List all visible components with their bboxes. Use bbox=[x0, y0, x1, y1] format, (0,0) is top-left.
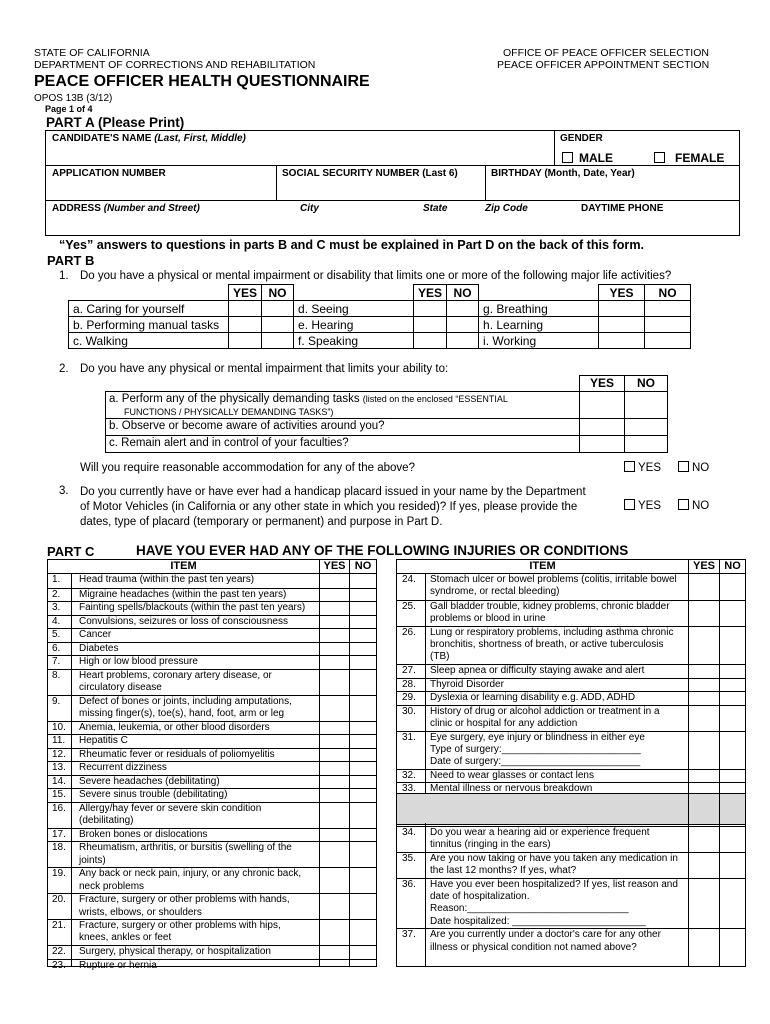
row-text: Hepatitis C bbox=[79, 735, 128, 747]
table-row bbox=[48, 601, 376, 616]
accommodation-no-checkbox[interactable] bbox=[678, 461, 689, 472]
part-c-left-table bbox=[47, 559, 377, 971]
row-number: 37. bbox=[402, 929, 416, 941]
row-text: High or low blood pressure bbox=[79, 656, 198, 668]
q1-yes-cell[interactable] bbox=[229, 301, 262, 317]
table-row bbox=[48, 893, 376, 920]
q1-yes-cell[interactable] bbox=[414, 301, 447, 317]
row-text: Thyroid Disorder bbox=[430, 678, 504, 690]
q1-item: b. Performing manual tasks bbox=[69, 317, 229, 333]
row-text: Diabetes bbox=[79, 642, 119, 654]
row-number: 27. bbox=[402, 665, 416, 677]
table-row bbox=[48, 695, 376, 722]
part-b-title: PART B bbox=[47, 253, 95, 268]
table-row bbox=[397, 574, 745, 600]
row-number: 24. bbox=[402, 574, 416, 585]
application-number-field[interactable] bbox=[46, 180, 274, 198]
row-number: 26. bbox=[402, 626, 416, 638]
row-number: 29. bbox=[402, 692, 416, 704]
q1-no-cell[interactable] bbox=[262, 333, 294, 349]
q1-yes-cell[interactable] bbox=[599, 333, 645, 349]
q3-number: 3. bbox=[59, 485, 69, 497]
row-text: Reason:_____________________________ bbox=[430, 903, 629, 915]
row-text: Broken bones or dislocations bbox=[79, 828, 208, 840]
left-rows-container bbox=[47, 573, 377, 971]
row-number: 10. bbox=[52, 721, 66, 733]
q1-yes-cell[interactable] bbox=[414, 333, 447, 349]
row-number: 4. bbox=[52, 615, 61, 627]
table-row bbox=[397, 626, 745, 665]
q2c-yes-cell[interactable] bbox=[579, 435, 625, 453]
table-row bbox=[48, 669, 376, 696]
row-number: 35. bbox=[402, 852, 416, 864]
row-text: Need to wear glasses or contact lens bbox=[430, 769, 594, 781]
shaded-separator bbox=[397, 793, 745, 825]
q1-no-cell[interactable] bbox=[447, 333, 479, 349]
part-a-title: PART A (Please Print) bbox=[46, 115, 185, 130]
row-number: 33. bbox=[402, 783, 416, 795]
table-row bbox=[397, 600, 745, 627]
q2a-text: a. Perform any of the physically demanding tasks bbox=[109, 393, 360, 405]
q1-item: c. Walking bbox=[69, 333, 229, 349]
q1-yes-cell[interactable] bbox=[229, 317, 262, 333]
row-text: syndrome, or rectal bleeding) bbox=[430, 586, 560, 598]
zip-label: Zip Code bbox=[485, 203, 528, 214]
ssn-field[interactable] bbox=[277, 180, 482, 198]
table-row bbox=[397, 826, 745, 853]
row-number: 3. bbox=[52, 602, 61, 614]
q3-text-1: Do you currently have or have ever had a handicap placard issued in your name by the Department bbox=[80, 486, 586, 498]
q2a-cell bbox=[105, 391, 580, 419]
q1-no-header: NO bbox=[262, 285, 294, 301]
item-header: ITEM bbox=[396, 559, 689, 574]
row-number: 30. bbox=[402, 705, 416, 717]
row-text: Date hospitalized: ________________________ bbox=[430, 915, 646, 927]
agency-department: DEPARTMENT OF CORRECTIONS AND REHABILITATION bbox=[34, 59, 316, 71]
row-text: tinnitus (ringing in the ears) bbox=[430, 839, 551, 851]
q1-no-cell[interactable] bbox=[262, 301, 294, 317]
q1-yes-cell[interactable] bbox=[599, 317, 645, 333]
row-number: 20. bbox=[52, 894, 66, 906]
row-number: 8. bbox=[52, 669, 61, 681]
row-text: Are you currently under a doctor's care for any other bbox=[430, 929, 661, 941]
row-text: wrists, elbows, or shoulders bbox=[79, 906, 202, 918]
q2-no-header: NO bbox=[624, 375, 668, 392]
q1-yes-header: YES bbox=[229, 285, 262, 301]
row-text: (TB) bbox=[430, 651, 450, 663]
male-checkbox[interactable] bbox=[562, 152, 573, 163]
row-text: problems or blood in urine bbox=[430, 613, 546, 625]
row-text: Severe headaches (debilitating) bbox=[79, 775, 220, 787]
q2c-cell bbox=[105, 435, 580, 453]
row-text: (debilitating) bbox=[79, 815, 134, 827]
q1-no-cell[interactable] bbox=[447, 301, 479, 317]
row-text: the last 12 months? If yes, what? bbox=[430, 865, 577, 877]
table-row bbox=[48, 748, 376, 763]
row-text: Dyslexia or learning disability e.g. ADD, ADHD bbox=[430, 692, 636, 704]
candidate-name-field[interactable] bbox=[46, 145, 551, 163]
table-row bbox=[48, 945, 376, 960]
table-row bbox=[48, 588, 376, 603]
row-text: knees, ankles or feet bbox=[79, 932, 172, 944]
q1-table bbox=[68, 284, 691, 349]
table-row bbox=[48, 734, 376, 749]
table-row bbox=[48, 775, 376, 790]
row-text: Any back or neck pain, injury, or any chronic back, bbox=[79, 868, 302, 880]
q1-item: h. Learning bbox=[479, 317, 599, 333]
q1-yes-cell[interactable] bbox=[414, 317, 447, 333]
row-text: circulatory disease bbox=[79, 682, 162, 694]
row-text: Allergy/hay fever or severe skin condition bbox=[79, 802, 262, 814]
table-row bbox=[48, 574, 376, 588]
table-row bbox=[48, 615, 376, 630]
table-row bbox=[48, 628, 376, 643]
q1-yes-header: YES bbox=[599, 285, 645, 301]
no-header: NO bbox=[719, 559, 746, 574]
accommodation-yes[interactable]: YES bbox=[624, 461, 661, 474]
row-number: 28. bbox=[402, 678, 416, 690]
row-number: 7. bbox=[52, 656, 61, 668]
accommodation-question: Will you require reasonable accommodation for any of the above? bbox=[80, 462, 415, 474]
placard-yes-checkbox[interactable] bbox=[624, 499, 635, 510]
table-row bbox=[397, 731, 745, 770]
row-number: 32. bbox=[402, 769, 416, 781]
q2b-text: b. Observe or become aware of activities around you? bbox=[109, 420, 385, 432]
gender-male-option[interactable]: MALE bbox=[562, 151, 613, 165]
item-header: ITEM bbox=[47, 559, 320, 574]
q1-text: Do you have a physical or mental impairment or disability that limits one or more of the following major life activities? bbox=[80, 270, 672, 282]
row-number: 34. bbox=[402, 826, 416, 838]
row-number: 22. bbox=[52, 946, 66, 957]
table-row bbox=[48, 841, 376, 868]
table-row bbox=[48, 761, 376, 776]
table-row bbox=[48, 919, 376, 946]
table-row bbox=[48, 655, 376, 670]
q1-item: d. Seeing bbox=[294, 301, 414, 317]
table-row bbox=[397, 691, 745, 706]
yes-header: YES bbox=[319, 559, 350, 574]
row-text: Surgery, physical therapy, or hospitalization bbox=[79, 946, 271, 957]
q1-item: i. Working bbox=[479, 333, 599, 349]
accommodation-no[interactable]: NO bbox=[678, 461, 709, 474]
row-number: 12. bbox=[52, 748, 66, 760]
part-c-right-table bbox=[396, 559, 746, 967]
row-text: illness or physical condition not named above? bbox=[430, 941, 637, 953]
table-row bbox=[397, 705, 745, 732]
q1-yes-header: YES bbox=[414, 285, 447, 301]
row-text: Head trauma (within the past ten years) bbox=[79, 574, 255, 585]
gender-female-option[interactable]: FEMALE bbox=[654, 151, 724, 165]
row-text: Lung or respiratory problems, including asthma chronic bbox=[430, 626, 674, 638]
phone-label: DAYTIME PHONE bbox=[581, 203, 664, 214]
row-text: Severe sinus trouble (debilitating) bbox=[79, 789, 228, 801]
q2a-no-cell[interactable] bbox=[624, 391, 668, 419]
q2-number: 2. bbox=[59, 363, 69, 375]
q2c-no-cell[interactable] bbox=[624, 435, 668, 453]
q1-item: e. Hearing bbox=[294, 317, 414, 333]
table-row bbox=[48, 802, 376, 829]
table-row bbox=[397, 928, 745, 955]
right-rows-container bbox=[396, 573, 746, 967]
no-header: NO bbox=[349, 559, 377, 574]
q1-no-cell[interactable] bbox=[447, 317, 479, 333]
row-number: 6. bbox=[52, 642, 61, 654]
table-row bbox=[397, 769, 745, 784]
female-checkbox[interactable] bbox=[654, 152, 665, 163]
row-text: Sleep apnea or difficulty staying awake and alert bbox=[430, 665, 645, 677]
q3-text-3: dates, type of placard (temporary or permanent) and purpose in Part D. bbox=[80, 516, 443, 528]
application-number-label: APPLICATION NUMBER bbox=[52, 168, 166, 179]
row-number: 11. bbox=[52, 735, 66, 747]
table-row bbox=[397, 878, 745, 930]
q2b-cell bbox=[105, 418, 580, 436]
row-text: Migraine headaches (within the past ten years) bbox=[79, 588, 287, 600]
form-title: PEACE OFFICER HEALTH QUESTIONNAIRE bbox=[34, 73, 370, 90]
row-text: Defect of bones or joints, including amputations, bbox=[79, 695, 292, 707]
row-text: Rheumatic fever or residuals of poliomyelitis bbox=[79, 748, 275, 760]
row-number: 17. bbox=[52, 828, 66, 840]
row-number: 13. bbox=[52, 762, 66, 774]
birthday-field[interactable] bbox=[486, 180, 736, 198]
q2b-yes-cell[interactable] bbox=[579, 418, 625, 436]
office-name: OFFICE OF PEACE OFFICER SELECTION bbox=[503, 47, 709, 59]
row-text: Do you wear a hearing aid or experience frequent bbox=[430, 826, 650, 838]
q2b-no-cell[interactable] bbox=[624, 418, 668, 436]
row-text: Convulsions, seizures or loss of consciousness bbox=[79, 615, 288, 627]
row-text: Gall bladder trouble, kidney problems, chronic bladder bbox=[430, 600, 670, 612]
row-text: Recurrent dizziness bbox=[79, 762, 167, 774]
q1-no-header: NO bbox=[645, 285, 691, 301]
row-text: History of drug or alcohol addiction or treatment in a bbox=[430, 705, 660, 717]
q2-text: Do you have any physical or mental impairment that limits your ability to: bbox=[80, 363, 449, 375]
yes-header: YES bbox=[688, 559, 720, 574]
row-number: 31. bbox=[402, 731, 416, 743]
row-text: Heart problems, coronary artery disease, or bbox=[79, 669, 272, 681]
state-label: State bbox=[423, 203, 448, 214]
table-row bbox=[48, 721, 376, 736]
placard-no[interactable]: NO bbox=[678, 499, 709, 512]
q2c-text: c. Remain alert and in control of your faculties? bbox=[109, 437, 349, 449]
row-text: Anemia, leukemia, or other blood disorders bbox=[79, 721, 270, 733]
part-c-title: PART C bbox=[47, 544, 95, 559]
address-label: ADDRESS (Number and Street) bbox=[52, 203, 200, 214]
row-text: Type of surgery:_________________________ bbox=[430, 743, 641, 755]
q1-item: g. Breathing bbox=[479, 301, 599, 317]
accommodation-yes-checkbox[interactable] bbox=[624, 461, 635, 472]
row-text: Rupture or hernia bbox=[79, 959, 157, 971]
table-row bbox=[397, 678, 745, 693]
row-number: 36. bbox=[402, 878, 416, 890]
yes-answers-notice: “Yes” answers to questions in parts B and C must be explained in Part D on the back of this form. bbox=[59, 238, 645, 252]
row-number: 21. bbox=[52, 920, 66, 932]
table-row bbox=[48, 788, 376, 803]
placard-no-checkbox[interactable] bbox=[678, 499, 689, 510]
row-text: date of hospitalization. bbox=[430, 891, 530, 903]
table-row bbox=[397, 782, 745, 797]
row-text: neck problems bbox=[79, 880, 145, 892]
row-number: 2. bbox=[52, 588, 61, 600]
row-text: Fracture, surgery or other problems with hands, bbox=[79, 894, 290, 906]
row-text: Are you now taking or have you taken any medication in bbox=[430, 852, 678, 864]
q2a-note: (listed on the enclosed “ESSENTIAL bbox=[362, 394, 508, 404]
ssn-label: SOCIAL SECURITY NUMBER (Last 6) bbox=[282, 168, 458, 179]
part-c-heading: HAVE YOU EVER HAD ANY OF THE FOLLOWING INJURIES OR CONDITIONS bbox=[136, 543, 629, 558]
address-field[interactable] bbox=[46, 215, 736, 233]
q1-no-cell[interactable] bbox=[645, 317, 691, 333]
q2-table bbox=[105, 375, 668, 453]
table-row bbox=[397, 852, 745, 879]
row-text: Eye surgery, eye injury or blindness in either eye bbox=[430, 731, 645, 743]
row-text: Have you ever been hospitalized? If yes, list reason and bbox=[430, 878, 678, 890]
row-number: 15. bbox=[52, 789, 66, 801]
q1-no-header: NO bbox=[447, 285, 479, 301]
q2a-yes-cell[interactable] bbox=[579, 391, 625, 419]
city-label: City bbox=[300, 203, 319, 214]
row-number: 14. bbox=[52, 775, 66, 787]
birthday-label: BIRTHDAY (Month, Date, Year) bbox=[491, 168, 635, 179]
table-row bbox=[48, 959, 376, 974]
q1-no-cell[interactable] bbox=[645, 301, 691, 317]
q1-no-cell[interactable] bbox=[262, 317, 294, 333]
row-number: 16. bbox=[52, 802, 66, 814]
agency-state: STATE OF CALIFORNIA bbox=[34, 47, 150, 59]
q1-item: a. Caring for yourself bbox=[69, 301, 229, 317]
q1-yes-cell[interactable] bbox=[229, 333, 262, 349]
q3-text-2: of Motor Vehicles (in California or any other state in which you resided)? If yes, please provide the bbox=[80, 501, 578, 513]
row-text: clinic or hospital for any addiction bbox=[430, 718, 578, 730]
row-text: joints) bbox=[79, 854, 106, 866]
section-name: PEACE OFFICER APPOINTMENT SECTION bbox=[497, 59, 710, 71]
row-text: Mental illness or nervous breakdown bbox=[430, 783, 593, 795]
form-number: OPOS 13B (3/12) bbox=[34, 93, 113, 104]
placard-yes[interactable]: YES bbox=[624, 499, 661, 512]
q1-number: 1. bbox=[59, 270, 69, 282]
q1-item: f. Speaking bbox=[294, 333, 414, 349]
row-number: 5. bbox=[52, 629, 61, 641]
page-number: Page 1 of 4 bbox=[45, 104, 93, 114]
q1-no-cell[interactable] bbox=[645, 333, 691, 349]
row-number: 25. bbox=[402, 600, 416, 612]
row-text: Fainting spells/blackouts (within the past ten years) bbox=[79, 602, 306, 614]
row-text: Cancer bbox=[79, 629, 112, 641]
table-row bbox=[48, 828, 376, 843]
table-row bbox=[48, 642, 376, 657]
q1-yes-cell[interactable] bbox=[599, 301, 645, 317]
q2-yes-header: YES bbox=[579, 375, 625, 392]
row-text: Stomach ulcer or bowel problems (colitis, irritable bowel bbox=[430, 574, 677, 585]
row-number: 19. bbox=[52, 868, 66, 880]
row-number: 1. bbox=[52, 574, 61, 585]
row-text: missing finger(s), toe(s), hand, foot, arm or leg bbox=[79, 708, 285, 720]
row-text: bronchitis, shortness of breath, or active tuberculosis bbox=[430, 639, 664, 651]
table-row bbox=[48, 867, 376, 894]
row-text: Rheumatism, arthritis, or bursitis (swelling of the bbox=[79, 842, 292, 854]
row-number: 23. bbox=[52, 959, 66, 971]
gender-label: GENDER bbox=[560, 133, 603, 144]
candidate-name-label: CANDIDATE'S NAME (Last, First, Middle) bbox=[52, 133, 246, 144]
row-number: 9. bbox=[52, 695, 61, 707]
q2a-note-2: FUNCTIONS / PHYSICALLY DEMANDING TASKS”) bbox=[124, 407, 334, 417]
row-number: 18. bbox=[52, 842, 66, 854]
table-row bbox=[397, 664, 745, 679]
row-text: Fracture, surgery or other problems with hips, bbox=[79, 920, 281, 932]
row-text: Date of surgery:_________________________ bbox=[430, 756, 641, 768]
